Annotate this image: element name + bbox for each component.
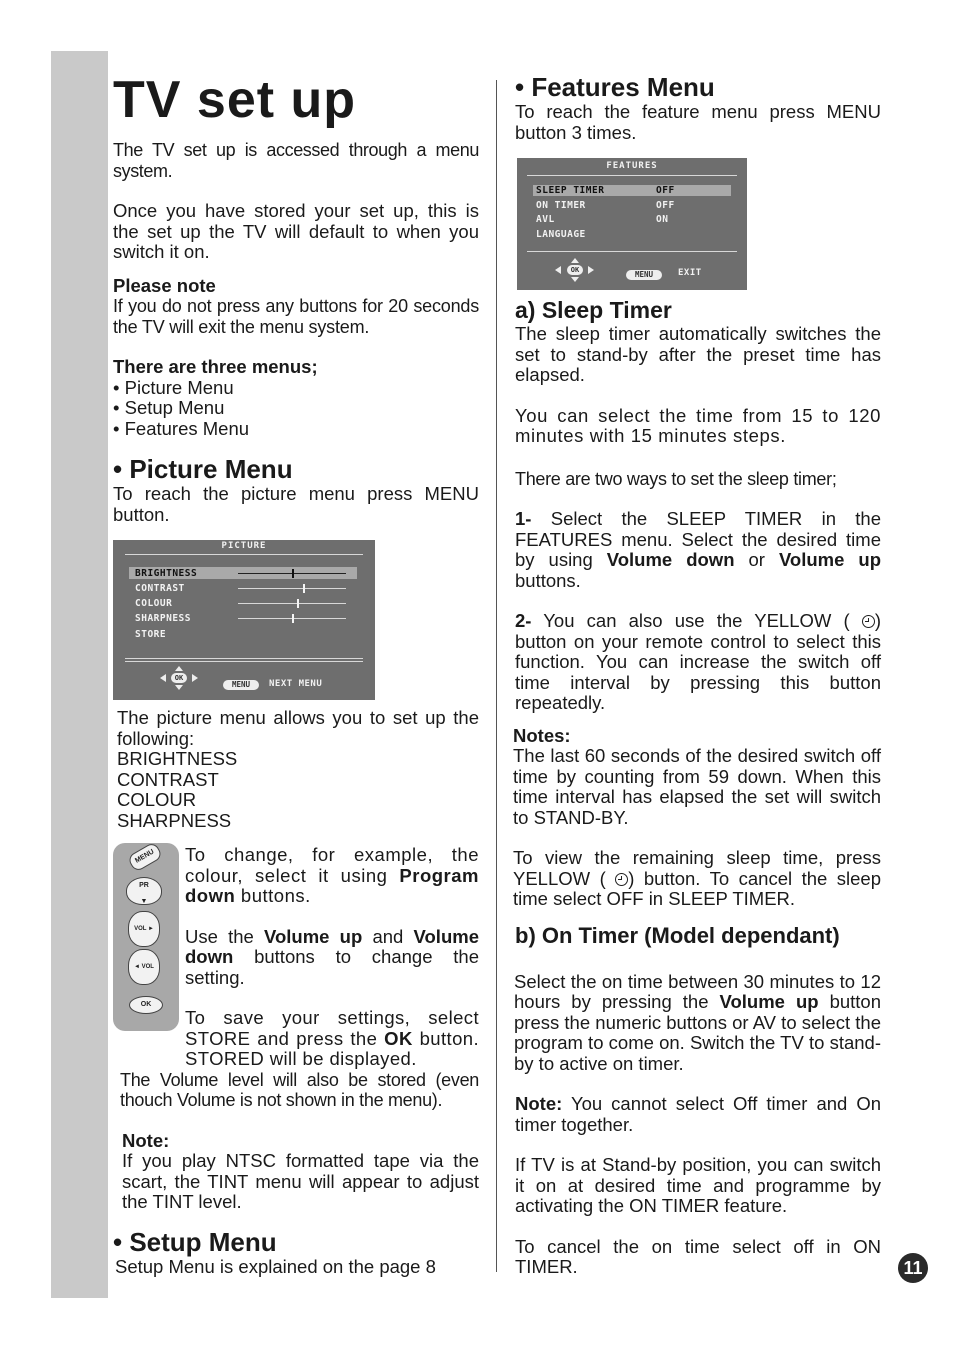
step-1-bold-1: Volume down bbox=[606, 549, 735, 570]
up-arrow-icon bbox=[175, 666, 183, 671]
step-1-post: buttons. bbox=[515, 569, 581, 591]
screen-footer-label: NEXT MENU bbox=[269, 679, 323, 689]
screen-rule bbox=[527, 175, 737, 176]
use-text-bold-2: Volume down bbox=[185, 925, 479, 967]
on-timer-paragraph-3: If TV is at Stand-by position, you can switch it on at desired time and programme by activating the ON TIMER feature. bbox=[515, 1154, 881, 1216]
change-text-pre: To change, for example, the colour, select it using bbox=[185, 844, 479, 886]
menu-item-colour[interactable]: COLOUR bbox=[135, 598, 173, 609]
screen-footer-label: EXIT bbox=[678, 268, 702, 278]
option-item: COLOUR bbox=[117, 789, 197, 810]
menus-list-item: • Setup Menu bbox=[113, 397, 225, 418]
menu-item-language[interactable]: LANGUAGE bbox=[536, 229, 586, 240]
slider-knob-contrast[interactable] bbox=[303, 584, 305, 593]
screen-rule bbox=[125, 661, 363, 662]
save-instruction bbox=[185, 1008, 479, 1070]
intro-paragraph-2: Once you have stored your set up, this is the set up the TV will default to when you switch it on. bbox=[113, 200, 479, 262]
menu-item-sleep-timer[interactable]: SLEEP TIMER bbox=[536, 185, 605, 196]
up-arrow-icon bbox=[571, 258, 579, 263]
remote-program-down-button[interactable] bbox=[126, 877, 162, 905]
volume-instruction bbox=[185, 927, 479, 989]
please-note-text: If you do not press any buttons for 20 seconds the TV will exit the menu system. bbox=[113, 296, 479, 337]
clock-icon bbox=[862, 615, 875, 628]
on-timer-p1-bold: Volume up bbox=[719, 991, 819, 1012]
change-instruction bbox=[185, 845, 479, 907]
screen-rule bbox=[125, 658, 363, 659]
menu-item-sharpness[interactable]: SHARPNESS bbox=[135, 613, 191, 624]
page-title: TV set up bbox=[113, 71, 357, 129]
use-text-pre: Use the bbox=[185, 925, 265, 947]
remote-pr-label: PR bbox=[139, 882, 149, 889]
screen-rule bbox=[527, 251, 737, 252]
menu-item-avl[interactable]: AVL bbox=[536, 214, 555, 225]
picture-menu-allows-text: The picture menu allows you to set up the following: bbox=[117, 707, 479, 749]
menu-item-brightness[interactable]: BRIGHTNESS bbox=[135, 568, 198, 579]
change-text-post: buttons. bbox=[235, 885, 311, 906]
slider-knob-brightness[interactable] bbox=[292, 569, 294, 578]
step-2-post: ) button on your remote control to select this function. You can increase the switch off time interval by pressing this button repeatedly. bbox=[515, 610, 881, 713]
ok-icon: OK bbox=[171, 673, 187, 683]
on-timer-note-text: You cannot select Off timer and On timer together. bbox=[515, 1093, 881, 1135]
down-arrow-icon bbox=[571, 277, 579, 282]
down-arrow-icon bbox=[175, 685, 183, 690]
ok-icon: OK bbox=[567, 265, 583, 275]
sleep-timer-paragraph-3: There are two ways to set the sleep timer; bbox=[515, 468, 837, 489]
on-timer-heading: b) On Timer (Model dependant) bbox=[515, 922, 840, 948]
left-arrow-icon bbox=[555, 266, 561, 274]
option-item: CONTRAST bbox=[117, 768, 219, 790]
intro-paragraph-1: The TV set up is accessed through a menu system. bbox=[113, 140, 479, 181]
features-menu-heading: • Features Menu bbox=[515, 72, 715, 102]
picture-menu-screen bbox=[113, 540, 375, 700]
sleep-timer-paragraph-2: You can select the time from 15 to 120 minutes with 15 minutes steps. bbox=[515, 404, 881, 446]
save-text-bold: OK bbox=[384, 1027, 413, 1049]
option-item: SHARPNESS bbox=[117, 809, 232, 831]
step-2-pre: You can also use the YELLOW ( bbox=[531, 610, 862, 631]
clock-icon bbox=[615, 873, 628, 886]
right-arrow-icon bbox=[588, 266, 594, 274]
remote-volume-down-button[interactable]: ◄ VOL bbox=[128, 949, 160, 985]
sleep-timer-heading: a) Sleep Timer bbox=[515, 297, 672, 323]
menu-key-icon: MENU bbox=[223, 680, 259, 690]
option-item: BRIGHTNESS bbox=[117, 748, 238, 769]
notes-text: The last 60 seconds of the desired switch off time by counting from 59 down. When this time interval has elapsed the set will switch to STAND-BY. bbox=[513, 745, 881, 828]
sleep-timer-paragraph-1: The sleep timer automatically switches the set to stand-by after the preset time has elapsed. bbox=[515, 323, 881, 385]
page-sidebar bbox=[51, 51, 108, 1298]
on-timer-p1-post: button press the numeric buttons or AV to select the program to come on. Switch the TV to stand-by to active on timer. bbox=[514, 991, 882, 1074]
use-text-post: buttons to change the setting. bbox=[185, 946, 479, 988]
menus-heading: There are three menus; bbox=[113, 356, 318, 377]
slider-track-colour bbox=[238, 603, 346, 604]
on-timer-paragraph-1 bbox=[514, 972, 881, 1075]
please-note-heading: Please note bbox=[113, 274, 216, 296]
menus-list-item: • Features Menu bbox=[113, 417, 250, 439]
on-timer-p1-pre: Select the on time between 30 minutes to 12 hours by pressing the bbox=[514, 970, 881, 1012]
ntsc-note-heading: Note: bbox=[122, 1129, 170, 1151]
slider-knob-sharpness[interactable] bbox=[292, 614, 294, 623]
save-text-pre: To save your settings, select STORE and press the bbox=[185, 1007, 479, 1049]
save-text-post: button. STORED will be displayed. bbox=[185, 1027, 479, 1069]
remote-volume-up-button[interactable]: VOL ► bbox=[128, 911, 160, 947]
on-timer-note bbox=[515, 1094, 881, 1135]
down-arrow-icon: ▼ bbox=[140, 898, 148, 905]
menu-key-icon: MENU bbox=[626, 270, 662, 280]
screen-title: PICTURE bbox=[221, 541, 267, 551]
menu-item-on-timer[interactable]: ON TIMER bbox=[536, 200, 586, 211]
on-timer-note-bold: Note: bbox=[515, 1093, 563, 1114]
view-sleep-time-text bbox=[513, 848, 881, 910]
step-number: 2- bbox=[515, 610, 532, 631]
change-text-bold: Program down bbox=[185, 864, 479, 906]
menu-item-store[interactable]: STORE bbox=[135, 629, 167, 640]
menu-value-on-timer: OFF bbox=[656, 200, 675, 211]
setup-menu-heading: • Setup Menu bbox=[113, 1226, 277, 1257]
page-number-badge: 11 bbox=[898, 1253, 928, 1283]
slider-track-contrast bbox=[238, 588, 346, 589]
remote-ok-button[interactable]: OK bbox=[129, 996, 163, 1014]
menu-value-sleep-timer: OFF bbox=[656, 185, 675, 196]
left-arrow-icon bbox=[160, 674, 166, 682]
menus-list-item: • Picture Menu bbox=[113, 376, 234, 398]
view-pre: To view the remaining sleep time, press YELLOW ( bbox=[513, 847, 881, 889]
screen-title: FEATURES bbox=[606, 161, 658, 171]
menu-item-contrast[interactable]: CONTRAST bbox=[135, 583, 185, 594]
setup-menu-text: Setup Menu is explained on the page 8 bbox=[115, 1255, 436, 1277]
picture-menu-heading: • Picture Menu bbox=[113, 454, 293, 484]
features-menu-screen bbox=[517, 158, 747, 290]
remote-menu-button[interactable]: MENU bbox=[127, 841, 164, 873]
volume-stored-text: The Volume level will also be stored (even thouch Volume is not shown in the menu). bbox=[120, 1069, 479, 1110]
picture-menu-reach-text: To reach the picture menu press MENU button. bbox=[113, 483, 479, 525]
column-divider bbox=[496, 80, 497, 1272]
view-post: ) button. To cancel the sleep time select OFF in SLEEP TIMER. bbox=[513, 867, 881, 909]
step-1-pre: Select the SLEEP TIMER in the FEATURES menu. Select the desired time by using bbox=[515, 508, 881, 570]
screen-rule bbox=[125, 554, 363, 555]
features-menu-reach-text: To reach the feature menu press MENU button 3 times. bbox=[515, 101, 881, 143]
right-arrow-icon bbox=[192, 674, 198, 682]
menu-value-avl: ON bbox=[656, 214, 669, 225]
step-number: 1- bbox=[515, 508, 532, 529]
remote-control-illustration bbox=[113, 843, 179, 1031]
use-text-mid: and bbox=[362, 925, 414, 947]
slider-knob-colour[interactable] bbox=[297, 599, 299, 608]
use-text-bold-1: Volume up bbox=[264, 925, 363, 947]
ntsc-note-text: If you play NTSC formatted tape via the scart, the TINT menu will appear to adjust the TINT level. bbox=[122, 1150, 479, 1212]
step-1-bold-2: Volume up bbox=[778, 549, 881, 570]
notes-heading: Notes: bbox=[513, 724, 571, 746]
left-column bbox=[113, 70, 479, 1277]
right-column bbox=[515, 72, 881, 1278]
step-1-mid: or bbox=[734, 549, 779, 570]
sleep-timer-step-1 bbox=[515, 509, 881, 591]
sleep-timer-step-2 bbox=[515, 611, 881, 714]
on-timer-paragraph-4: To cancel the on time select off in ON TIMER. bbox=[515, 1235, 881, 1277]
